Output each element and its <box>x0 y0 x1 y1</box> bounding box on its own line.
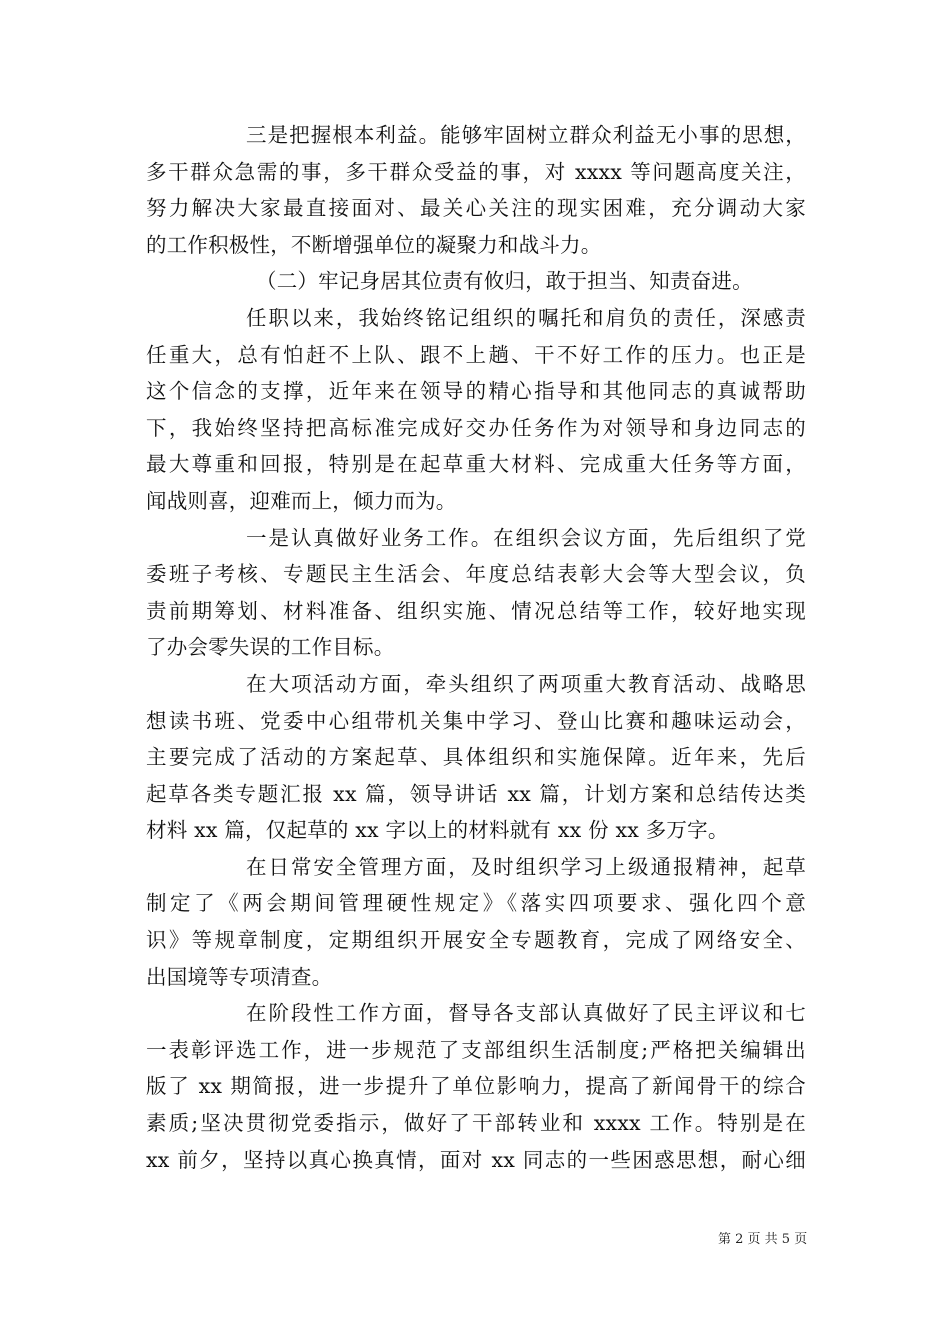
text-line: 下，我始终坚持把高标准完成好交办任务作为对领导和身边同志的 <box>146 415 806 440</box>
page-number-footer: 第 2 页 共 5 页 <box>718 1232 808 1247</box>
text-line: 一表彰评选工作，进一步规范了支部组织生活制度;严格把关编辑出 <box>146 1037 806 1062</box>
section-heading: （二）牢记身居其位责有攸归，敢于担当、知责奋进。 <box>256 269 753 294</box>
text-line: 版了 xx 期简报，进一步提升了单位影响力，提高了新闻骨干的综合 <box>146 1074 806 1099</box>
text-line: 委班子考核、专题民主生活会、年度总结表彰大会等大型会议，负 <box>146 562 806 587</box>
text-line: 闻战则喜，迎难而上，倾力而为。 <box>146 488 457 513</box>
text-line: 的工作积极性，不断增强单位的凝聚力和战斗力。 <box>146 232 602 257</box>
text-line: 材料 xx 篇，仅起草的 xx 字以上的材料就有 xx 份 xx 多万字。 <box>146 818 729 843</box>
text-line: 最大尊重和回报，特别是在起草重大材料、完成重大任务等方面， <box>146 452 806 477</box>
text-line: 在大项活动方面，牵头组织了两项重大教育活动、战略思 <box>246 671 806 696</box>
text-line: 任职以来，我始终铭记组织的嘱托和肩负的责任，深感责 <box>246 305 806 330</box>
text-line: 责前期筹划、材料准备、组织实施、情况总结等工作，较好地实现 <box>146 598 806 623</box>
text-line: 这个信念的支撑，近年来在领导的精心指导和其他同志的真诚帮助 <box>146 379 806 404</box>
text-line: 制定了《两会期间管理硬性规定》《落实四项要求、强化四个意 <box>146 891 806 916</box>
body-text <box>146 117 806 1178</box>
text-line: 在阶段性工作方面，督导各支部认真做好了民主评议和七 <box>246 1001 806 1026</box>
text-line: 三是把握根本利益。能够牢固树立群众利益无小事的思想， <box>246 123 806 147</box>
text-line: 主要完成了活动的方案起草、具体组织和实施保障。近年来，先后 <box>146 745 806 770</box>
text-line: 识》等规章制度，定期组织开展安全专题教育，完成了网络安全、 <box>146 928 806 953</box>
text-line: xx 前夕，坚持以真心换真情，面对 xx 同志的一些困惑思想，耐心细 <box>146 1147 806 1172</box>
text-line: 素质;坚决贯彻党委指示，做好了干部转业和 xxxx 工作。特别是在 <box>146 1111 806 1136</box>
text-line: 努力解决大家最直接面对、最关心关注的现实困难，充分调动大家 <box>146 196 806 221</box>
text-line: 了办会零失误的工作目标。 <box>146 635 395 660</box>
text-line: 多干群众急需的事，多干群众受益的事，对 xxxx 等问题高度关注， <box>146 159 806 184</box>
text-line: 出国境等专项清查。 <box>146 964 333 989</box>
text-line: 起草各类专题汇报 xx 篇，领导讲话 xx 篇，计划方案和总结传达类 <box>146 781 806 806</box>
text-line: 一是认真做好业务工作。在组织会议方面，先后组织了党 <box>246 525 806 550</box>
text-line: 任重大，总有怕赶不上队、跟不上趟、干不好工作的压力。也正是 <box>146 342 806 367</box>
text-line: 想读书班、党委中心组带机关集中学习、登山比赛和趣味运动会， <box>146 708 806 733</box>
text-line: 在日常安全管理方面，及时组织学习上级通报精神，起草 <box>246 854 806 879</box>
